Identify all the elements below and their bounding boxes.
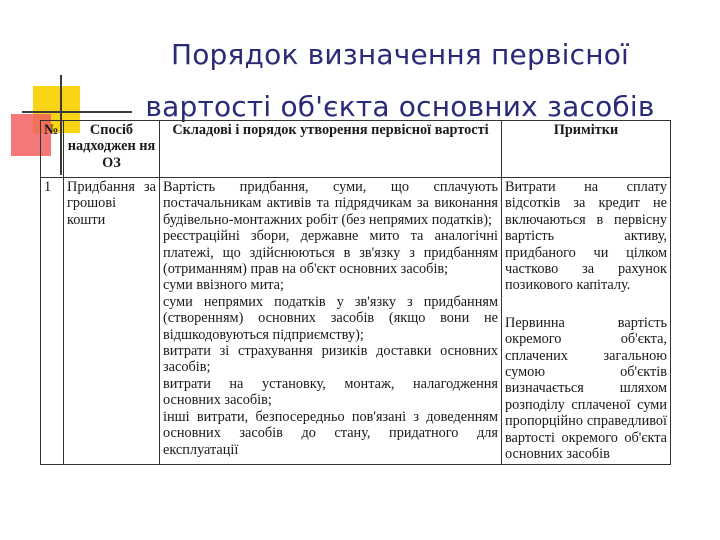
header-num: № bbox=[41, 121, 64, 178]
header-method: Спосіб надходжен ня ОЗ bbox=[64, 121, 160, 178]
component-item: суми ввізного мита; bbox=[163, 277, 284, 294]
header-notes: Примітки bbox=[502, 121, 671, 178]
component-item: Вартість придбання, суми, що сплачують постачальникам активів та підрядчикам за виконання будівельно-монтажних робіт (без непрямих податків); bbox=[163, 179, 498, 228]
valuation-table bbox=[40, 120, 671, 465]
component-item: інші витрати, безпосередньо пов'язані з доведенням основних засобів до стану, придатного для експлуатації bbox=[163, 408, 498, 458]
slide-title-line2: вартості об'єкта основних засобів bbox=[145, 90, 655, 123]
table-header-row bbox=[41, 121, 671, 178]
component-item: витрати зі страхування ризиків доставки основних засобів; bbox=[163, 343, 498, 376]
row-components bbox=[160, 178, 502, 465]
table-row bbox=[41, 178, 671, 465]
slide-title-line1: Порядок визначення первісної bbox=[170, 38, 630, 71]
row-num: 1 bbox=[41, 178, 64, 465]
component-item: витрати на установку, монтаж, налагодження основних засобів; bbox=[163, 375, 498, 409]
note-item: Первинна вартість окремого об'єкта, сплачених загальною сумою об'єктів визначається шляхом розподілу сплаченої суми пропорційно справедливої вартості окремого об'єкта основних засобів bbox=[505, 314, 667, 463]
component-item: реєстраційні збори, державне мито та аналогічні платежі, що здійснюються в зв'язку з придбанням (отриманням) прав на об'єкт основних засобів; bbox=[163, 228, 498, 278]
header-components: Складові і порядок утворення первісної вартості bbox=[160, 121, 502, 178]
note-item: Витрати на сплату відсотків за кредит не включаються в первісну вартість активу, придбаного чи цілком частково за рахунок позикового капіталу. bbox=[505, 179, 667, 294]
component-item: суми непрямих податків у зв'язку з придбанням (створенням) основних засобів (якщо вони не відшкодовуються підприємству); bbox=[163, 293, 498, 343]
row-method: Придбання за грошові кошти bbox=[64, 178, 160, 465]
row-notes bbox=[502, 178, 671, 465]
